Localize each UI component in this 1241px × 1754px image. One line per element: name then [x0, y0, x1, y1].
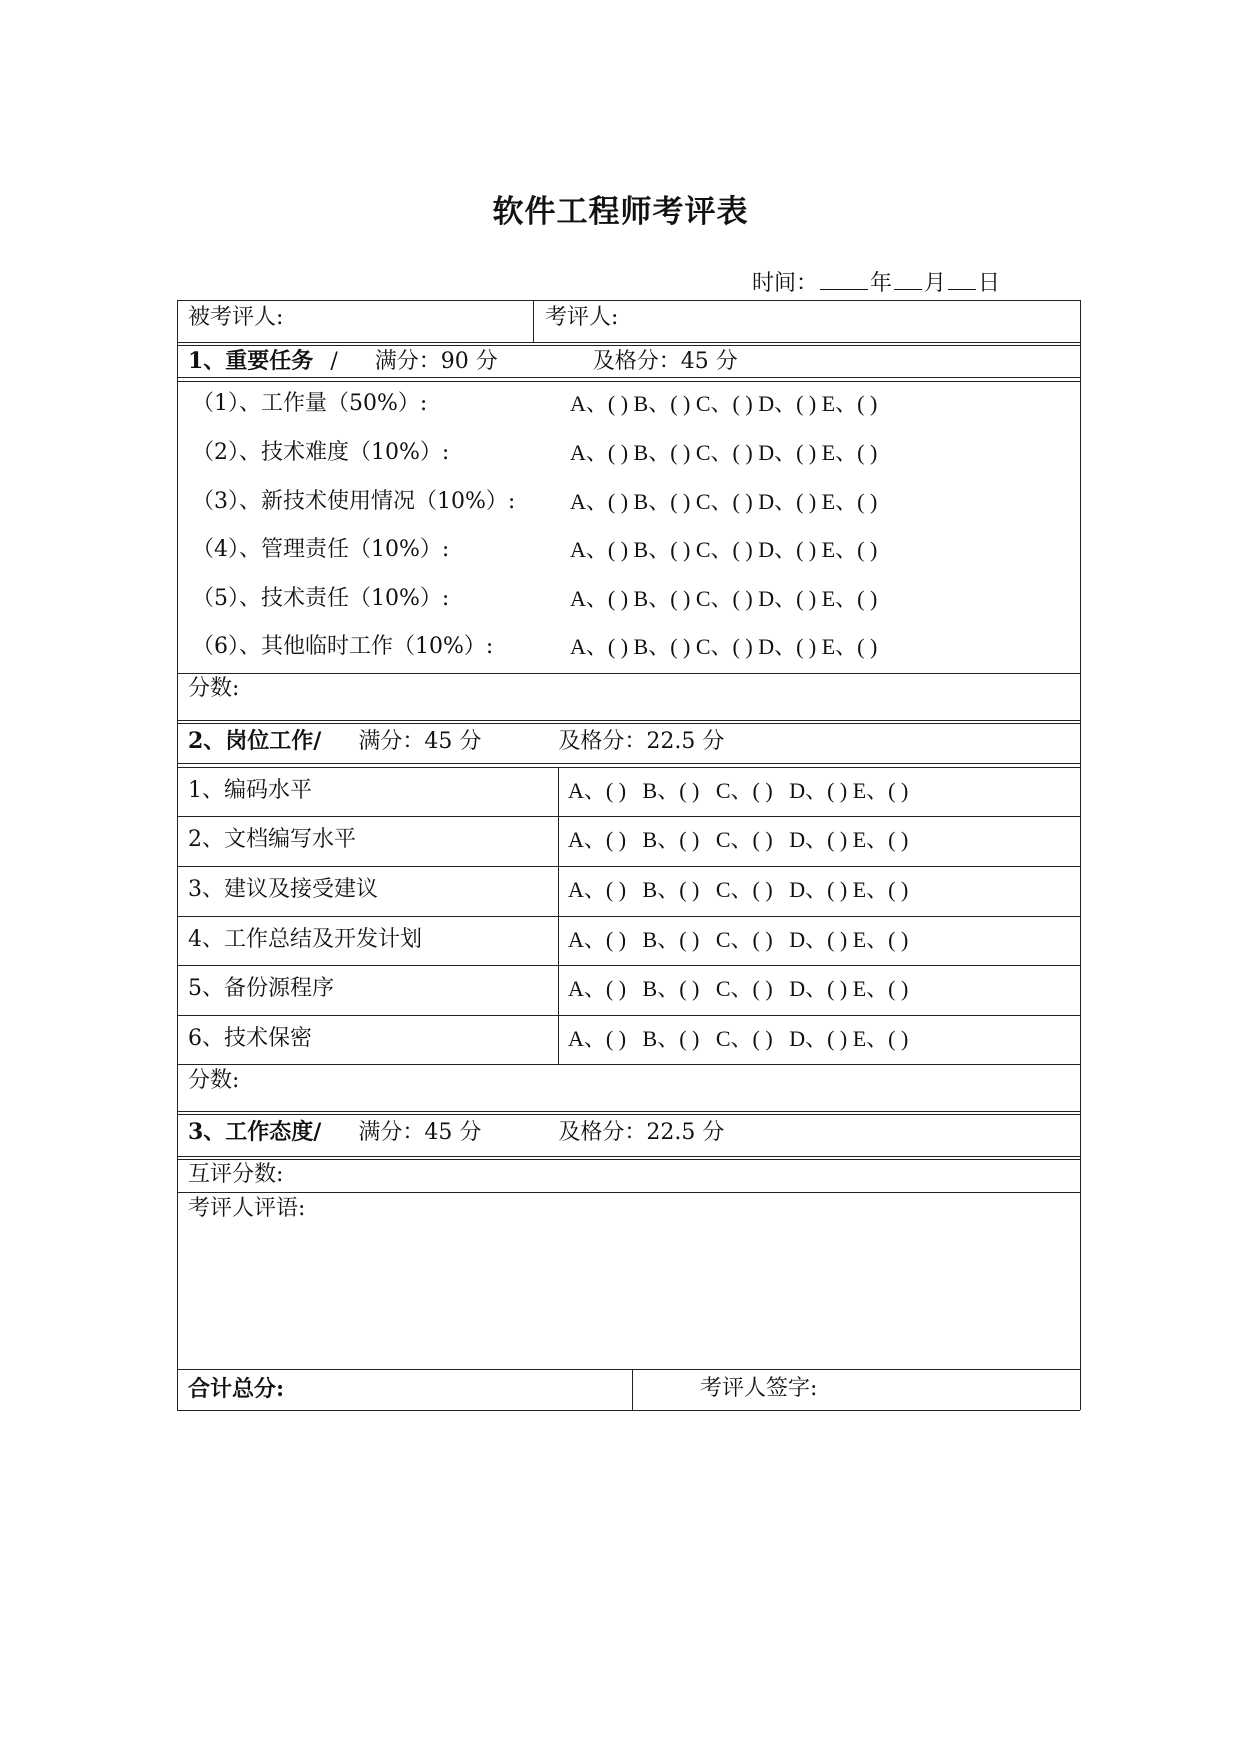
section3-heading-row: [188, 1118, 724, 1147]
section3-full-score: 满分：45 分: [358, 1120, 482, 1145]
table-top-border: [177, 300, 1080, 301]
section2-item-label: 3、建议及接受建议: [188, 877, 378, 902]
row-divider: [177, 1111, 1080, 1112]
row-divider: [177, 767, 1080, 768]
section2-item-label: 5、备份源程序: [188, 976, 334, 1001]
day-blank[interactable]: [948, 271, 976, 290]
section2-score-field[interactable]: 分数:: [188, 1068, 240, 1093]
year-label: 年: [870, 271, 893, 296]
section2-heading-row: [188, 727, 724, 756]
section1-item-label: （6）、其他临时工作（10%）:: [192, 634, 494, 659]
comments-field[interactable]: 考评人评语:: [188, 1196, 306, 1221]
month-label: 月: [924, 271, 947, 296]
section1-item-label: （1）、工作量（50%）:: [192, 391, 428, 416]
row-divider: [177, 673, 1080, 674]
section2-item-options[interactable]: A、( ) B、( ) C、( ) D、( ) E、( ): [568, 827, 909, 852]
row-divider: [177, 345, 1080, 346]
section1-item-options[interactable]: A、( ) B、( ) C、( ) D、( ) E、( ): [570, 489, 878, 514]
footer-column-divider: [632, 1369, 633, 1410]
section2-item-options[interactable]: A、( ) B、( ) C、( ) D、( ) E、( ): [568, 877, 909, 902]
section2-item-options[interactable]: A、( ) B、( ) C、( ) D、( ) E、( ): [568, 976, 909, 1001]
signature-field[interactable]: 考评人签字:: [700, 1376, 818, 1401]
table-right-border: [1080, 300, 1081, 1410]
section2-column-divider: [558, 767, 559, 1064]
row-divider: [177, 816, 1080, 817]
section1-item-options[interactable]: A、( ) B、( ) C、( ) D、( ) E、( ): [570, 634, 878, 659]
section2-item-label: 4、工作总结及开发计划: [188, 927, 422, 952]
section1-item-label: （2）、技术难度（10%）:: [192, 440, 450, 465]
section2-item-label: 2、文档编写水平: [188, 827, 356, 852]
section1-item-options[interactable]: A、( ) B、( ) C、( ) D、( ) E、( ): [570, 586, 878, 611]
section2-full-score: 满分：45 分: [358, 729, 482, 754]
section1-full-score: 满分：90 分: [374, 349, 498, 374]
section1-pass-score: 及格分：45 分: [592, 349, 738, 374]
row-divider: [177, 720, 1080, 721]
section1-item-options[interactable]: A、( ) B、( ) C、( ) D、( ) E、( ): [570, 391, 878, 416]
row-divider: [177, 1015, 1080, 1016]
row-divider: [177, 1156, 1080, 1157]
row-divider: [177, 381, 1080, 382]
row-divider: [177, 1369, 1080, 1370]
section2-pass-score: 及格分：22.5 分: [558, 729, 725, 754]
day-label: 日: [978, 271, 1001, 296]
section2-item-options[interactable]: A、( ) B、( ) C、( ) D、( ) E、( ): [568, 1026, 909, 1051]
row-divider: [177, 1159, 1080, 1160]
section1-heading-row: [188, 347, 738, 376]
evaluatee-field[interactable]: 被考评人:: [188, 305, 284, 330]
row-divider: [177, 1192, 1080, 1193]
peer-score-field[interactable]: 互评分数:: [188, 1162, 284, 1187]
row-divider: [177, 342, 1080, 343]
section3-pass-score: 及格分：22.5 分: [558, 1120, 725, 1145]
section1-score-field[interactable]: 分数:: [188, 676, 240, 701]
section2-item-label: 1、编码水平: [188, 778, 312, 803]
date-label: 时间：: [752, 271, 819, 296]
section2-item-options[interactable]: A、( ) B、( ) C、( ) D、( ) E、( ): [568, 927, 909, 952]
section2-item-label: 6、技术保密: [188, 1026, 312, 1051]
evaluator-field[interactable]: 考评人:: [545, 305, 619, 330]
table-bottom-border: [177, 1410, 1080, 1411]
section1-item-label: （4）、管理责任（10%）:: [192, 537, 450, 562]
section3-heading: 3、工作态度/: [188, 1119, 322, 1145]
section1-item-options[interactable]: A、( ) B、( ) C、( ) D、( ) E、( ): [570, 440, 878, 465]
section2-heading: 2、岗位工作/: [188, 728, 322, 754]
row-divider: [177, 723, 1080, 724]
row-divider: [177, 377, 1080, 378]
section1-item-label: （5）、技术责任（10%）:: [192, 586, 450, 611]
header-column-divider: [533, 300, 534, 342]
row-divider: [177, 1114, 1080, 1115]
section1-slash: /: [330, 349, 338, 374]
month-blank[interactable]: [894, 271, 922, 290]
section1-item-label: （3）、新技术使用情况（10%）:: [192, 489, 516, 514]
section2-item-options[interactable]: A、( ) B、( ) C、( ) D、( ) E、( ): [568, 778, 909, 803]
year-blank[interactable]: [820, 271, 868, 290]
row-divider: [177, 965, 1080, 966]
table-left-border: [177, 300, 178, 1410]
row-divider: [177, 916, 1080, 917]
section1-item-options[interactable]: A、( ) B、( ) C、( ) D、( ) E、( ): [570, 537, 878, 562]
section1-heading: 1、重要任务: [188, 348, 314, 374]
row-divider: [177, 866, 1080, 867]
date-line: [752, 266, 1000, 297]
page-title: 软件工程师考评表: [492, 194, 749, 230]
total-score-field[interactable]: 合计总分:: [188, 1376, 285, 1402]
row-divider: [177, 763, 1080, 764]
row-divider: [177, 1064, 1080, 1065]
